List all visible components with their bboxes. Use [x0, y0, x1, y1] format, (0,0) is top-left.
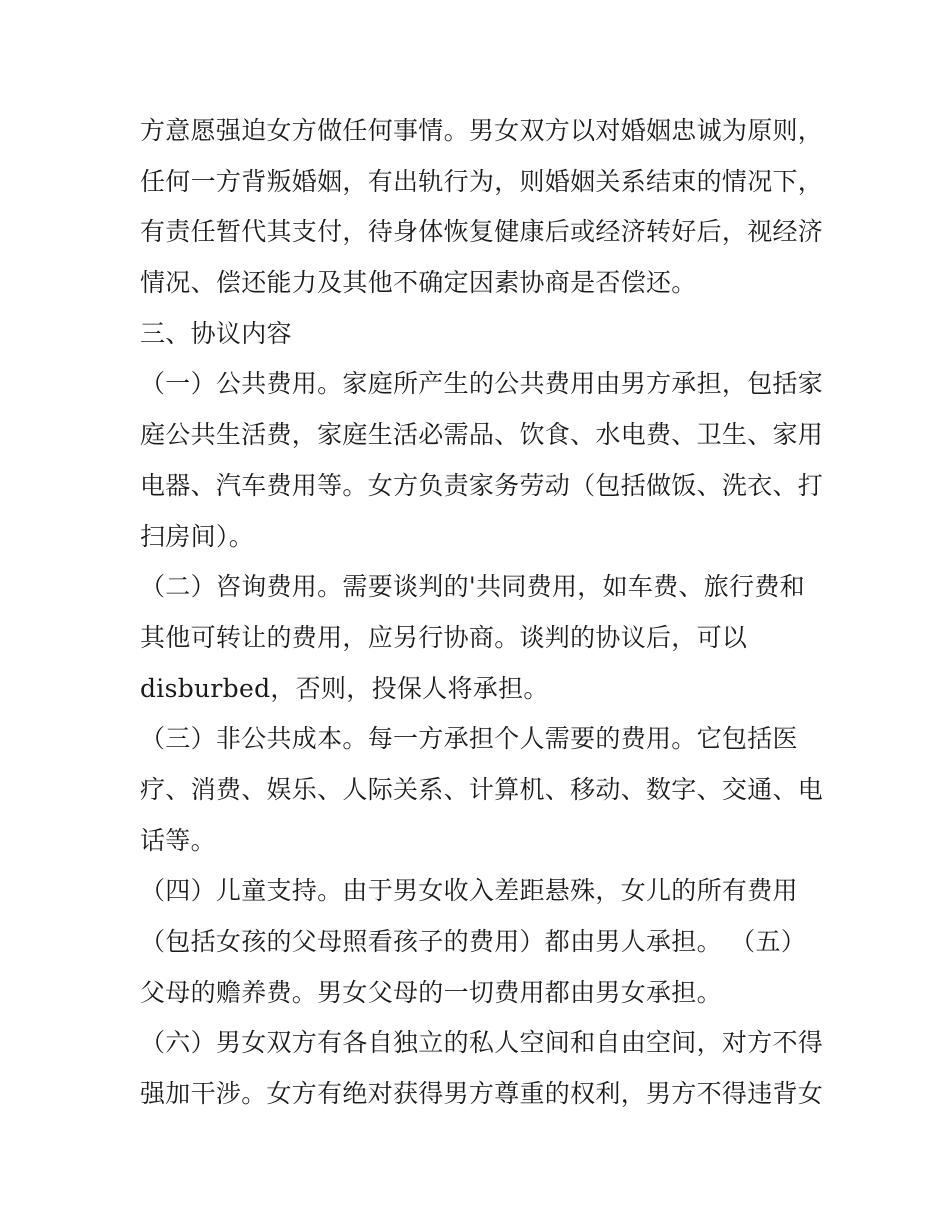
- text-line-7: 庭公共生活费，家庭生活必需品、饮食、水电费、卫生、家用: [140, 420, 824, 450]
- text-line-2: 任何一方背叛婚姻，有出轨行为，则婚姻关系结束的情况下，: [140, 166, 824, 196]
- text-line-18: 父母的赡养费。男女父母的一切费用都由男女承担。: [140, 977, 722, 1007]
- text-line-3: 有责任暂代其支付，待身体恢复健康后或经济转好后，视经济: [140, 217, 824, 247]
- text-line-16: （四）儿童支持。由于男女收入差距悬殊，女儿的所有费用: [140, 876, 798, 906]
- text-line-13: （三）非公共成本。每一方承担个人需要的费用。它包括医: [140, 724, 798, 754]
- document-body: [140, 106, 830, 1120]
- text-line-8: 电器、汽车费用等。女方负责家务劳动（包括做饭、洗衣、打: [140, 470, 824, 500]
- text-line-15: 话等。: [140, 825, 216, 855]
- text-line-17: （包括女孩的父母照看孩子的费用）都由男人承担。 （五）: [140, 927, 807, 956]
- text-line-10: （二）咨询费用。需要谈判的'共同费用，如车费、旅行费和: [140, 572, 805, 602]
- text-line-4: 情况、偿还能力及其他不确定因素协商是否偿还。: [140, 268, 697, 298]
- text-line-12: disburbed，否则，投保人将承担。: [140, 673, 549, 703]
- text-line-6: （一）公共费用。家庭所产生的公共费用由男方承担，包括家: [140, 369, 824, 399]
- text-line-11: 其他可转让的费用，应另行协商。谈判的协议后，可以: [140, 622, 748, 652]
- section-heading: 三、协议内容: [140, 318, 292, 348]
- text-line-20: 强加干涉。女方有绝对获得男方尊重的权利，男方不得违背女: [140, 1079, 824, 1109]
- text-line-1: 方意愿强迫女方做任何事情。男女双方以对婚姻忠诚为原则，: [140, 116, 824, 145]
- text-line-9: 扫房间）。: [140, 521, 255, 551]
- text-line-14: 疗、消费、娱乐、人际关系、计算机、移动、数字、交通、电: [140, 774, 824, 804]
- text-line-19: （六）男女双方有各自独立的私人空间和自由空间，对方不得: [140, 1028, 824, 1058]
